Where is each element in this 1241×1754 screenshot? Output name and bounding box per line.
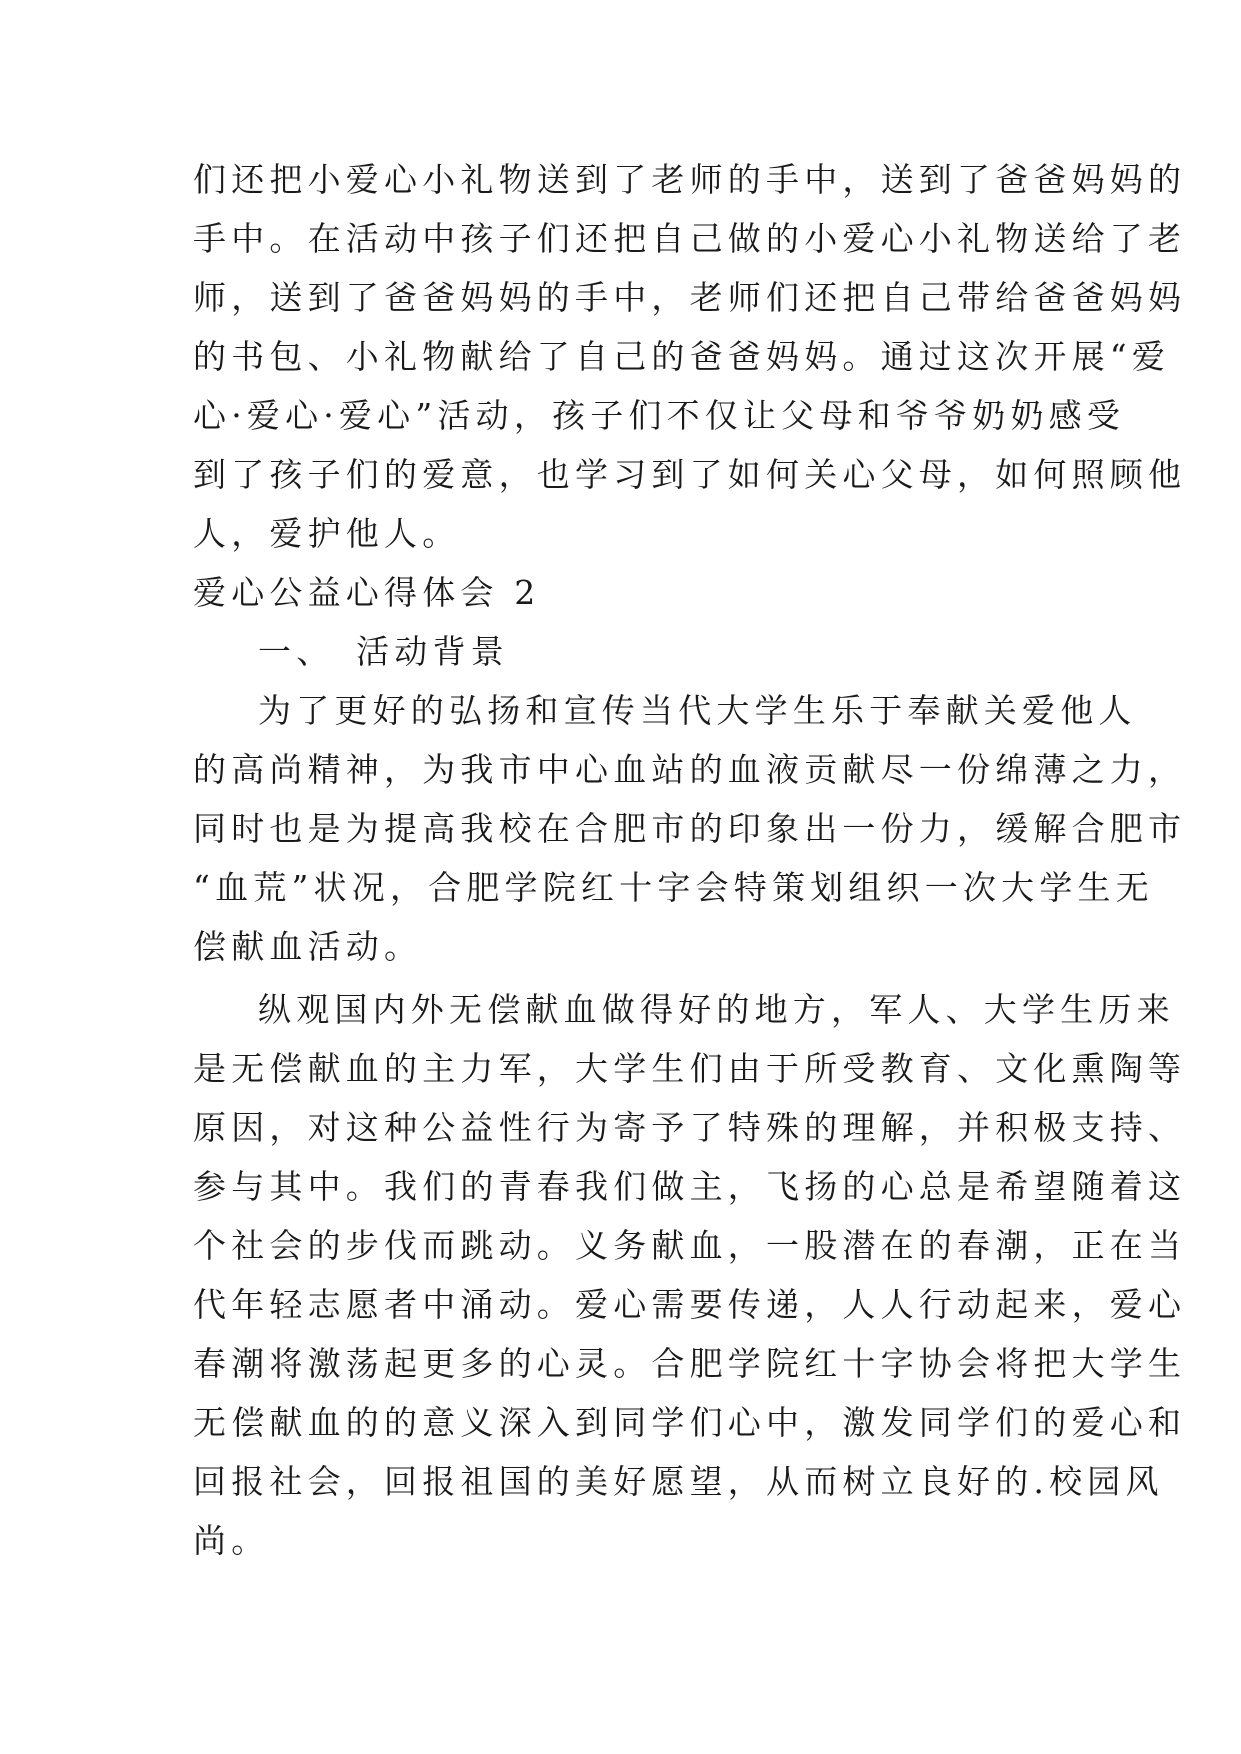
subheading: 一、 活动背景 (258, 632, 509, 671)
paragraph-line: 人，爱护他人。 (193, 514, 461, 553)
paragraph-line: 偿献血活动。 (193, 927, 423, 966)
section-title: 爱心公益心得体会 2 (193, 573, 541, 612)
paragraph-line: “血荒”状况，合肥学院红十字会特策划组织一次大学生无 (193, 868, 1154, 907)
paragraph-line: 代年轻志愿者中涌动。爱心需要传递，人人行动起来，爱心 (193, 1285, 1187, 1324)
paragraph-line: 尚。 (193, 1521, 270, 1560)
paragraph-line: 的书包、小礼物献给了自己的爸爸妈妈。通过这次开展“爱 (193, 337, 1171, 376)
paragraph-line: 为了更好的弘扬和宣传当代大学生乐于奉献关爱他人 (258, 691, 1137, 730)
paragraph-line: 原因，对这种公益性行为寄予了特殊的理解，并积极支持、 (193, 1108, 1187, 1147)
paragraph-line: 参与其中。我们的青春我们做主，飞扬的心总是希望随着这 (193, 1167, 1187, 1206)
paragraph-line: 纵观国内外无偿献血做得好的地方，军人、大学生历来 (258, 990, 1175, 1029)
paragraph-line: 心·爱心·爱心”活动，孩子们不仅让父母和爷爷奶奶感受 (193, 396, 1126, 435)
paragraph-line: 师，送到了爸爸妈妈的手中，老师们还把自己带给爸爸妈妈 (193, 278, 1187, 317)
paragraph-line: 到了孩子们的爱意，也学习到了如何关心父母，如何照顾他 (193, 455, 1187, 494)
paragraph-line: 春潮将激荡起更多的心灵。合肥学院红十字协会将把大学生 (193, 1344, 1187, 1383)
paragraph-line: 是无偿献血的主力军，大学生们由于所受教育、文化熏陶等 (193, 1049, 1187, 1088)
paragraph-line: 无偿献血的的意义深入到同学们心中，激发同学们的爱心和 (193, 1403, 1187, 1442)
paragraph-line: 个社会的步伐而跳动。义务献血，一股潜在的春潮，正在当 (193, 1226, 1187, 1265)
paragraph-line: 回报社会，回报祖国的美好愿望，从而树立良好的.校园风 (193, 1462, 1164, 1501)
paragraph-line: 们还把小爱心小礼物送到了老师的手中，送到了爸爸妈妈的 (193, 160, 1187, 199)
paragraph-line: 的高尚精神，为我市中心血站的血液贡献尽一份绵薄之力， (193, 750, 1187, 789)
paragraph-line: 同时也是为提高我校在合肥市的印象出一份力，缓解合肥市 (193, 809, 1187, 848)
paragraph-line: 手中。在活动中孩子们还把自己做的小爱心小礼物送给了老 (193, 219, 1187, 258)
